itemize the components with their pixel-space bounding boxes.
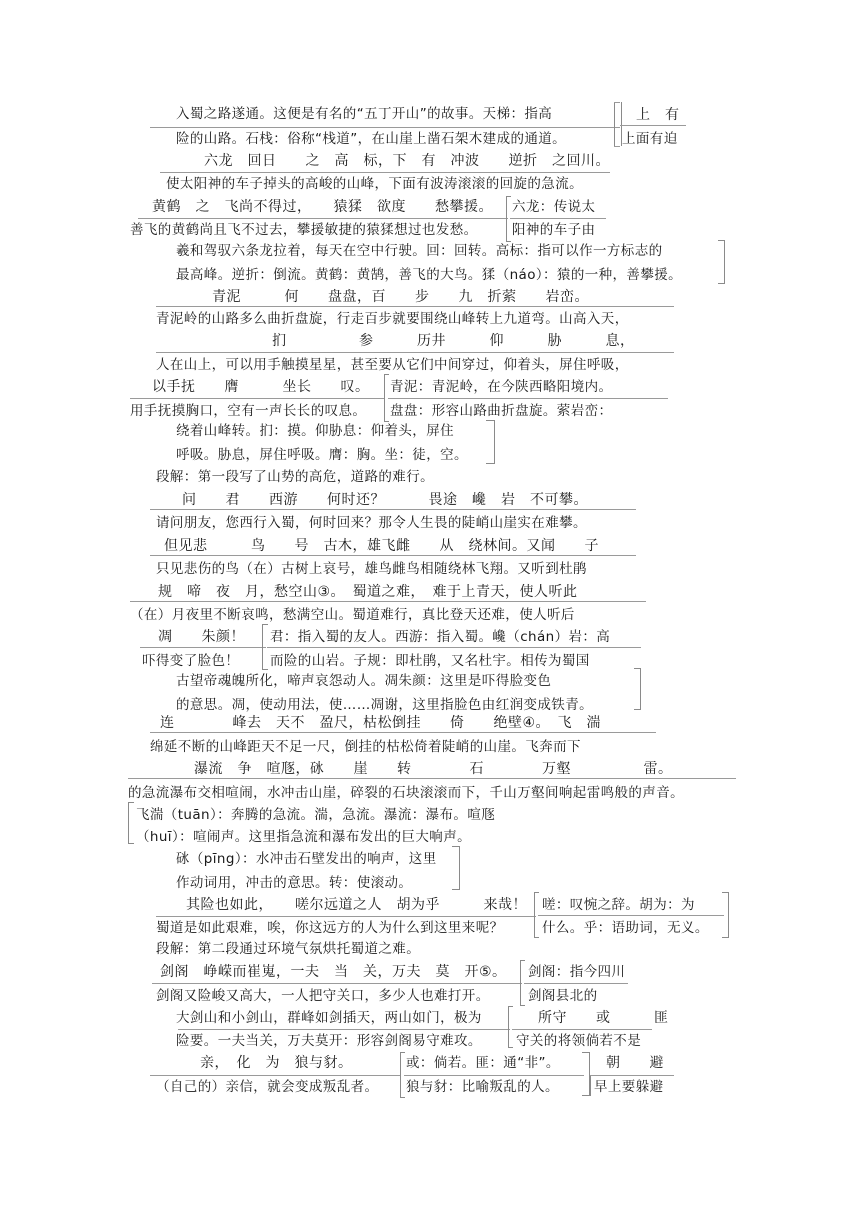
gloss-bracket xyxy=(486,420,495,464)
translation-line: 守关的将领倘若不是 xyxy=(516,1033,642,1049)
gloss-bracket xyxy=(506,196,511,242)
gloss-bracket xyxy=(718,240,725,284)
translation-line: 善飞的黄鹤尚且飞不过去，攀援敏捷的猿猱想过也发愁。 xyxy=(130,222,478,238)
translation-line: 青泥岭的山路多么曲折盘旋，行走百步就要围绕山峰转上九道弯。山高入天， xyxy=(156,311,629,327)
gloss-line: 君：指入蜀的友人。西游：指入蜀。巉（chán）岩：高 xyxy=(270,629,611,645)
translation-line: 绵延不断的山峰距天不足一尺，倒挂的枯松倚着陡峭的山崖。飞奔而下 xyxy=(150,739,581,755)
paragraph-summary: 段解：第二段通过环境气氛烘托蜀道之难。 xyxy=(156,941,421,957)
rule-line xyxy=(388,398,668,399)
rule-line xyxy=(267,647,641,648)
gloss-line: 作动词用，冲击的意思。转：使滚动。 xyxy=(176,875,413,891)
verse-line: 亲， 化 为 狼与豺。 xyxy=(200,1055,353,1071)
gloss-line: 六龙：传说太 xyxy=(512,199,596,215)
gloss-line: 飞湍（tuān）：奔腾的急流。湍，急流。瀑流：瀑布。喧豗 xyxy=(136,807,496,823)
translation-line: 使太阳神的车子掉头的高峻的山峰，下面有波涛滚滚的回旋的急流。 xyxy=(166,176,583,192)
gloss-line: 砯（pīng）：水冲击石壁发出的响声，这里 xyxy=(176,851,437,867)
verse-line: 问 君 西游 何时还？ 畏途 巉 岩 不可攀。 xyxy=(182,492,588,508)
gloss-bracket xyxy=(582,1052,590,1096)
rule-line xyxy=(538,915,724,916)
gloss-line: 呼吸。胁息，屏住呼吸。膺：胸。坐：徒，空。 xyxy=(176,447,468,463)
translation-line: 上面有迫 xyxy=(622,131,678,147)
rule-line xyxy=(404,1075,584,1076)
verse-line: 瀑流 争 喧豗，砯 崖 转 石 万壑 雷。 xyxy=(194,761,673,777)
verse-line: 扪 参 历井 仰 胁 息， xyxy=(272,333,635,349)
translation-line: （在）月夜里不断哀鸣，愁满空山。蜀道难行，真比登天还难，使人听后 xyxy=(130,607,575,623)
rule-line xyxy=(130,601,646,602)
gloss-line: 大剑山和小剑山，群峰如剑插天，两山如门，极为 xyxy=(176,1010,482,1026)
translation-line: 的急流瀑布交相喧闹，水冲击山崖，碎裂的石块滚滚而下，千山万壑间响起雷鸣般的声音。 xyxy=(128,785,684,801)
rule-line xyxy=(590,1075,674,1076)
rule-line xyxy=(156,352,674,353)
gloss-line: 青泥：青泥岭，在今陕西略阳境内。 xyxy=(390,379,613,395)
translation-line: 请问朋友，您西行入蜀，何时回来？那令人生畏的陡峭山崖实在难攀。 xyxy=(156,515,587,531)
gloss-line: 险要。一夫当关，万夫莫开：形容剑阁易守难攻。 xyxy=(176,1033,482,1049)
rule-line xyxy=(160,172,610,173)
gloss-bracket xyxy=(634,668,641,710)
translation-line: 只见悲伤的鸟（在）古树上哀号，雄鸟雌鸟相随绕林飞翔。又听到杜鹃 xyxy=(156,561,587,577)
gloss-line: 什么。乎：语助词，无义。 xyxy=(542,920,709,936)
rule-line xyxy=(150,732,656,733)
gloss-line: 狼与豺：比喻叛乱的人。 xyxy=(406,1079,559,1095)
gloss-line: 古望帝魂魄所化，啼声哀怨动人。凋朱颜：这里是吓得脸变色 xyxy=(176,673,552,689)
rule-line xyxy=(614,102,620,103)
translation-line: 用手抚摸胸口，空有一声长长的叹息。 xyxy=(130,403,367,419)
verse-line: 其险也如此， 嗟尔远道之人 胡为乎 来哉！ xyxy=(186,897,527,913)
gloss-line: 嗟：叹惋之辞。胡为：为 xyxy=(542,897,695,913)
rule-line xyxy=(510,218,606,219)
gloss-line: 险的山路。石栈：俗称“栈道”，在山崖上凿石架木建成的通道。 xyxy=(176,131,567,147)
gloss-bracket xyxy=(614,102,622,146)
translation-line: 蜀道是如此艰难，唉，你这远方的人为什么到这里来呢？ xyxy=(156,920,504,936)
rule-line xyxy=(614,146,620,147)
rule-line xyxy=(156,916,536,917)
rule-line xyxy=(150,509,636,510)
gloss-line: （huī）：喧闹声。这里指急流和瀑布发出的巨大响声。 xyxy=(136,829,472,845)
verse-line: 所守 或 匪 xyxy=(538,1010,669,1026)
verse-line: 但见悲 鸟 号 古木，雄飞雌 从 绕林间。又闻 子 xyxy=(164,538,599,554)
gloss-line: 羲和驾驭六条龙拉着，每天在空中行驶。回：回转。高标：指可以作一方标志的 xyxy=(176,243,663,259)
gloss-line: 阳神的车子由 xyxy=(512,222,596,238)
gloss-line: 绕着山峰转。扪：摸。仰胁息：仰着头，屏住 xyxy=(176,423,454,439)
gloss-line: 剑阁：指今四川 xyxy=(528,964,626,980)
verse-line: 六龙 回日 之 高 标，下 有 冲波 逆折 之回川。 xyxy=(204,153,610,169)
verse-line: 以手抚 膺 坐长 叹。 xyxy=(152,379,370,395)
gloss-line: 而险的山岩。子规：即杜鹃，又名杜宇。相传为蜀国 xyxy=(270,653,590,669)
rule-line xyxy=(150,555,636,556)
rule-line xyxy=(138,218,508,219)
gloss-line: 入蜀之路遂通。这便是有名的“五丁开山”的故事。天梯：指高 xyxy=(176,106,553,122)
translation-line: 剑阁又险峻又高大，一人把守关口，多少人也难打开。 xyxy=(156,988,490,1004)
rule-line xyxy=(130,398,385,399)
rule-line xyxy=(178,1029,510,1030)
translation-line: 早上要躲避 xyxy=(594,1079,664,1095)
rule-line xyxy=(150,1075,400,1076)
gloss-line: 或：倘若。匪：通“非”。 xyxy=(406,1055,560,1071)
verse-line: 凋 朱颜！ xyxy=(158,629,245,645)
gloss-bracket xyxy=(508,1006,513,1048)
rule-line xyxy=(512,1029,652,1030)
verse-line: 青泥 何 盘盘，百 步 九 折萦 岩峦。 xyxy=(212,289,589,305)
rule-line xyxy=(128,778,736,779)
translation-line: 人在山上，可以用手触摸星星，甚至要从它们中间穿过，仰着头，屏住呼吸， xyxy=(156,357,629,373)
rule-line xyxy=(150,127,620,128)
verse-line: 剑阁 峥嵘而崔嵬，一夫 当 关，万夫 莫 开⑤。 xyxy=(160,964,507,980)
verse-line: 黄鹤 之 飞尚不得过， 猿猱 欲度 愁攀援。 xyxy=(152,199,493,215)
translation-line: （自己的）亲信，就会变成叛乱者。 xyxy=(156,1079,379,1095)
rule-line xyxy=(152,983,522,984)
gloss-line: 剑阁县北的 xyxy=(528,988,598,1004)
verse-line: 连 峰去 天不 盈尺，枯松倒挂 倚 绝壁④。 飞 湍 xyxy=(160,715,602,731)
rule-line xyxy=(156,306,674,307)
gloss-bracket xyxy=(590,1076,591,1096)
rule-line xyxy=(620,125,686,126)
gloss-line: 盘盘：形容山路曲折盘旋。萦岩峦： xyxy=(390,403,613,419)
translation-line: 吓得变了脸色！ xyxy=(142,653,240,669)
rule-line xyxy=(524,983,628,984)
paragraph-summary: 段解：第一段写了山势的高危，道路的难行。 xyxy=(156,469,434,485)
verse-line: 上 有 xyxy=(636,107,680,123)
gloss-line: 的意思。凋，使动用法，使……凋谢，这里指脸色由红润变成铁青。 xyxy=(176,697,593,713)
rule-line xyxy=(140,647,266,648)
verse-line: 规 啼 夜 月，愁空山③。 蜀道之难， 难于上青天，使人听此 xyxy=(158,584,578,600)
gloss-bracket xyxy=(722,892,729,938)
verse-line: 朝 避 xyxy=(606,1055,664,1071)
gloss-bracket xyxy=(452,846,460,890)
gloss-line: 最高峰。逆折：倒流。黄鹤：黄鹄，善飞的大鸟。猱（náo）：猿的一种，善攀援。 xyxy=(176,267,683,283)
gloss-bracket xyxy=(128,802,134,844)
